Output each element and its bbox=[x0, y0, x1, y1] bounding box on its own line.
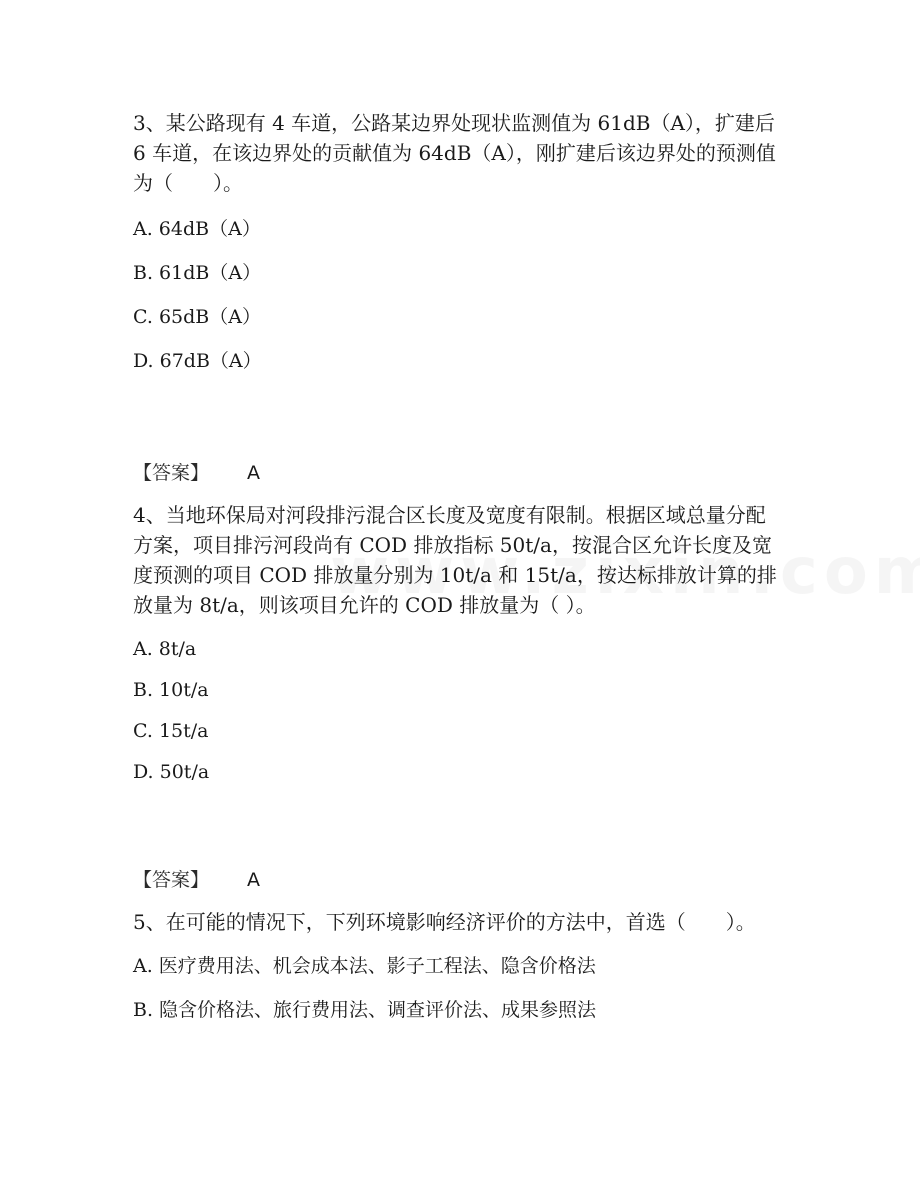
question-4-text: 4、当地环保局对河段排污混合区长度及宽度有限制。根据区域总量分配方案，项目排污河段尚有 COD 排放指标 50t/a，按混合区允许长度及宽度预测的项目 COD 排放量分别为 10t/a 和 15t/a，按达标排放计算的排放量为 8t/a，则该项目允许的 COD 排放量为（ ）。 bbox=[133, 503, 777, 617]
answer-label: 【答案】 bbox=[133, 462, 210, 484]
question-4-option-d: D. 50t/a bbox=[133, 761, 210, 783]
question-5-option-a: A. 医疗费用法、机会成本法、影子工程法、隐含价格法 bbox=[133, 955, 596, 977]
question-3-answer bbox=[133, 460, 785, 486]
question-4-option-b: B. 10t/a bbox=[133, 679, 209, 701]
question-3-text: 3、某公路现有 4 车道，公路某边界处现状监测值为 61dB（A），扩建后 6 车道，在该边界处的贡献值为 64dB（A），刚扩建后该边界处的预测值为（ ）。 bbox=[133, 111, 776, 195]
question-4-answer bbox=[133, 867, 785, 893]
question-5-option-b: B. 隐含价格法、旅行费用法、调查评价法、成果参照法 bbox=[133, 999, 597, 1021]
answer-label: 【答案】 bbox=[133, 869, 210, 891]
question-3-option-c: C. 65dB（A） bbox=[133, 306, 261, 328]
question-3-option-d: D. 67dB（A） bbox=[133, 350, 262, 372]
answer-value: A bbox=[247, 462, 261, 484]
question-4-option-a: A. 8t/a bbox=[133, 638, 197, 660]
question-list bbox=[133, 108, 785, 1023]
question-5-text: 5、在可能的情况下，下列环境影响经济评价的方法中，首选（ ）。 bbox=[133, 910, 756, 934]
question-4-option-c: C. 15t/a bbox=[133, 720, 209, 742]
question-3-option-b: B. 61dB（A） bbox=[133, 262, 262, 284]
question-3-option-a: A. 64dB（A） bbox=[133, 218, 261, 240]
answer-value: A bbox=[247, 869, 261, 891]
